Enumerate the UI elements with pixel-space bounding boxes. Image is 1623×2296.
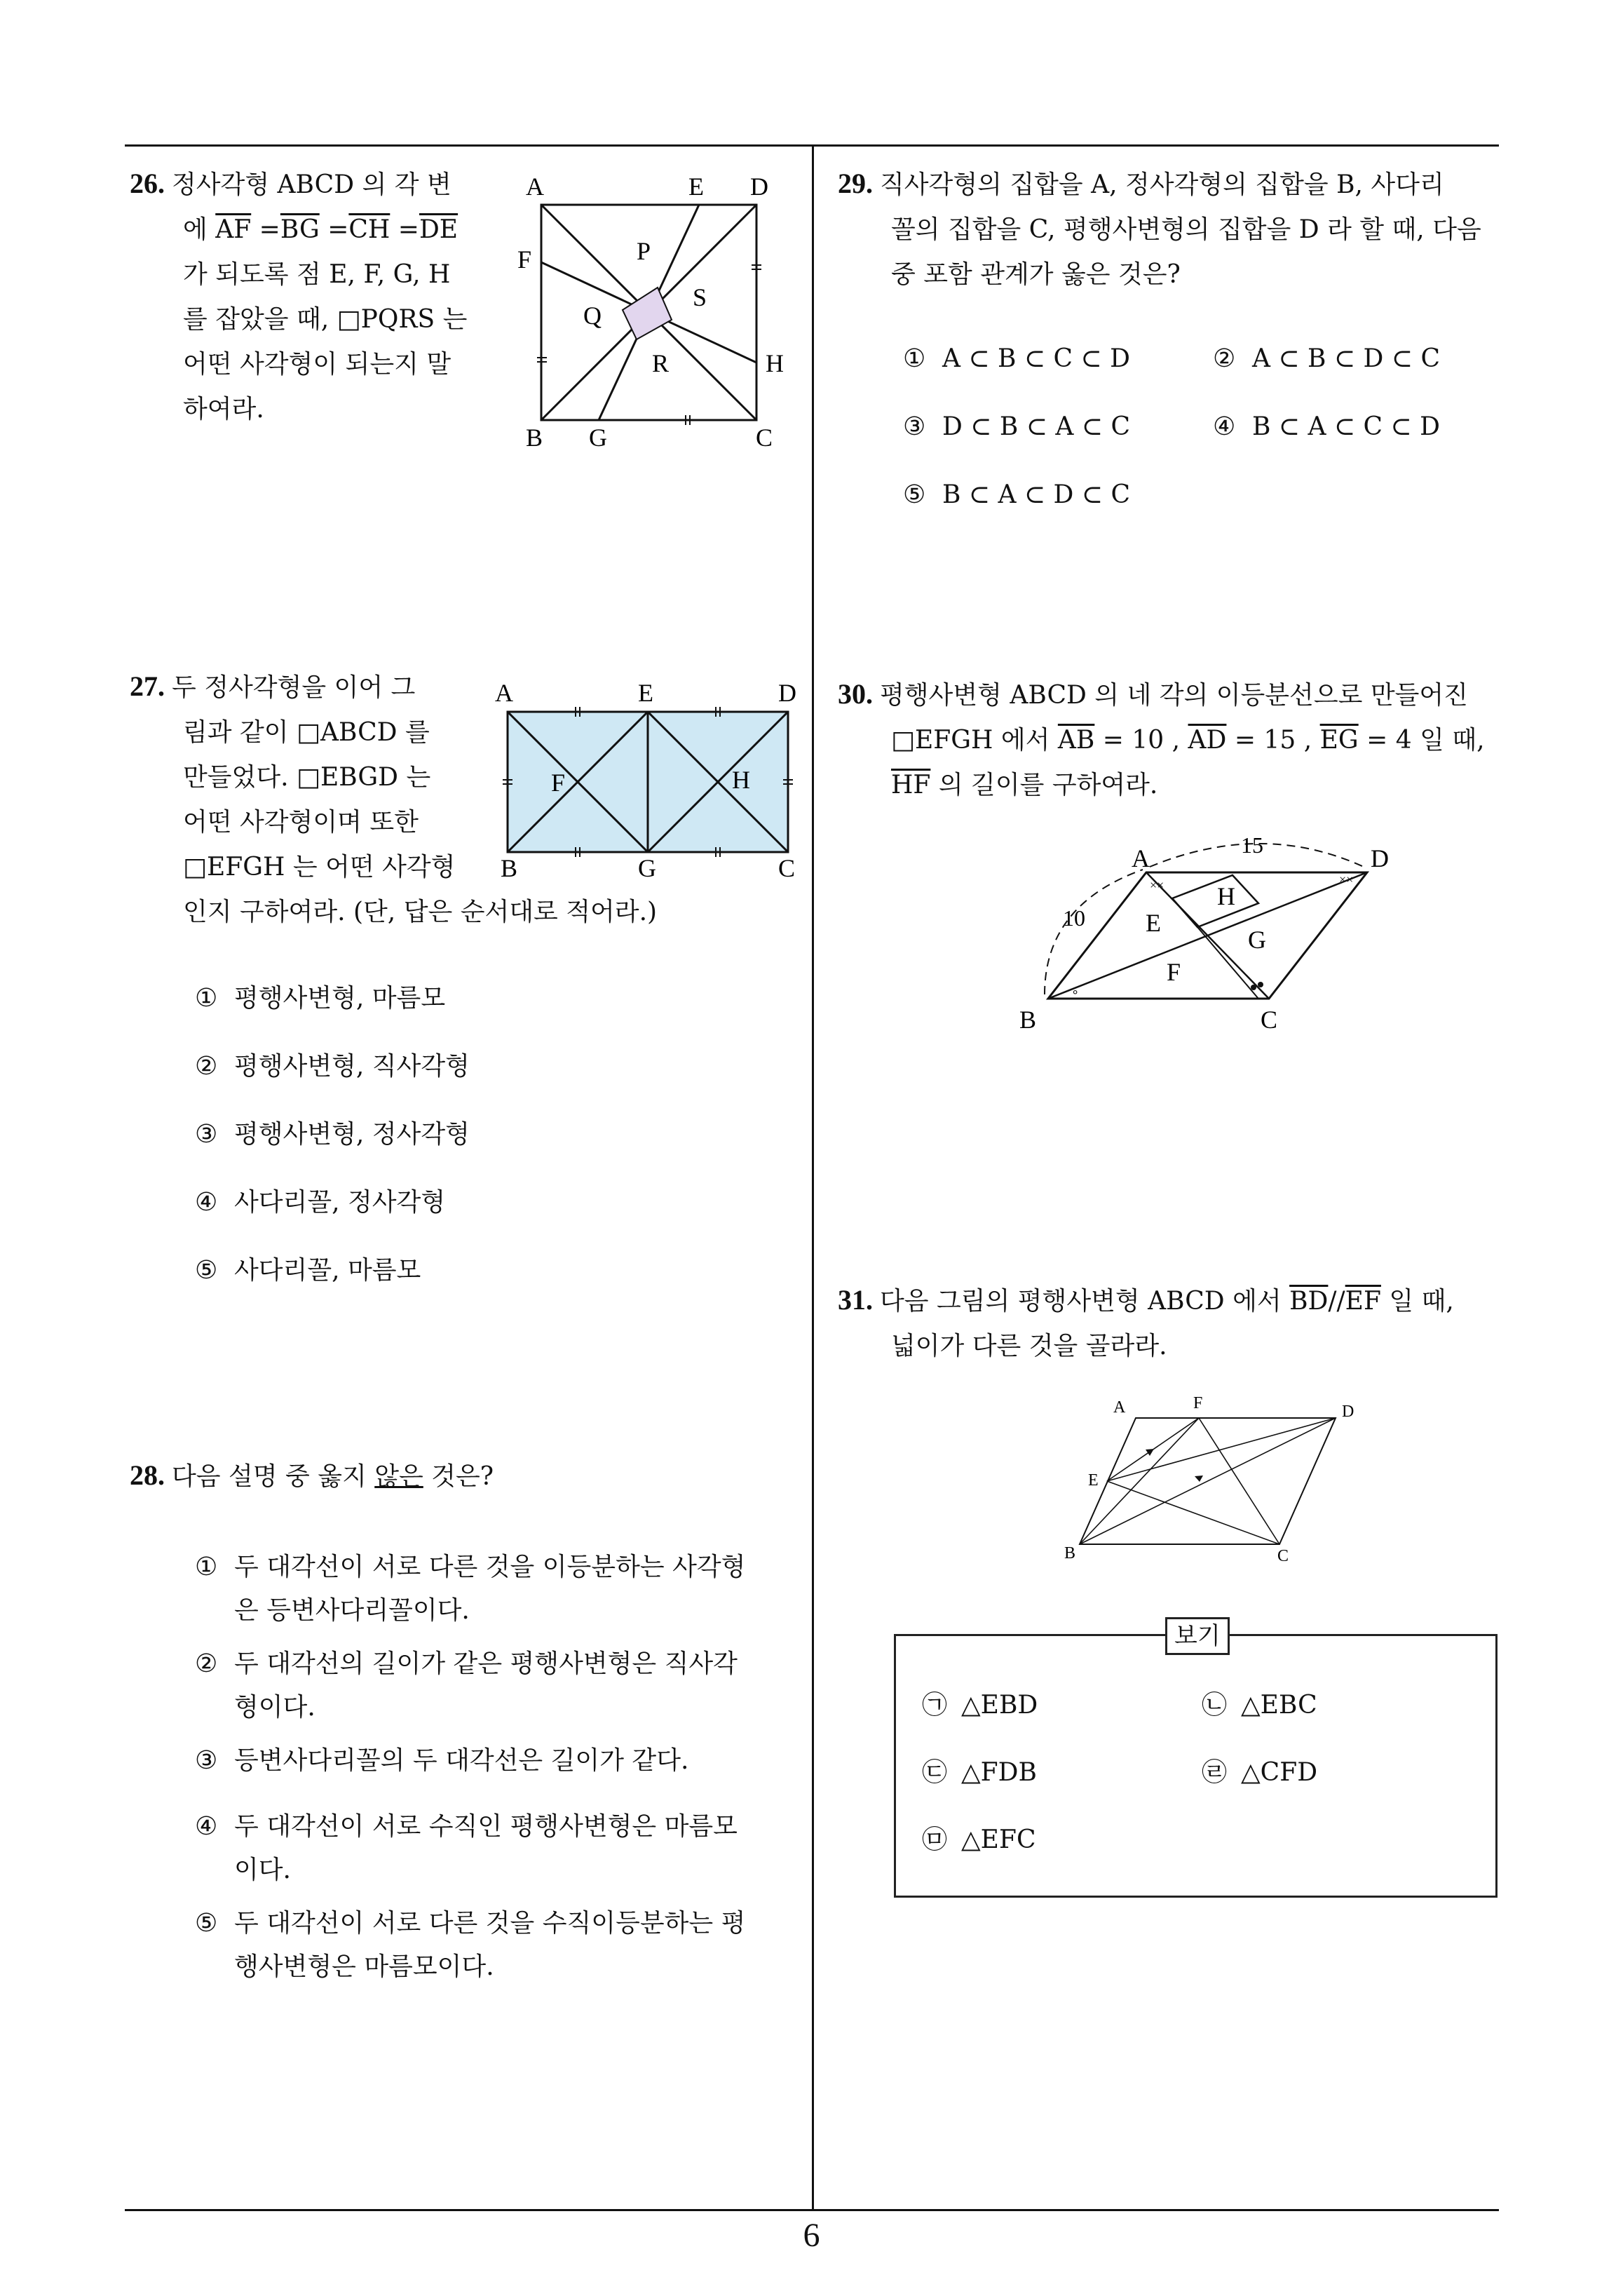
q30-number: 30. [838, 678, 873, 710]
q27-line4: 어떤 사각형이며 또한 [183, 808, 419, 837]
q31-line-ed [1107, 1418, 1336, 1481]
q31-line2: 넓이가 다른 것을 골라라. [891, 1332, 1167, 1360]
q30-length-10: 10 [1063, 905, 1085, 931]
q27-label-a: A [495, 679, 513, 707]
q31-figure [1052, 1389, 1374, 1564]
q31-label-b: B [1064, 1544, 1076, 1562]
q26-label-g: G [589, 424, 607, 452]
q31-label-c: C [1277, 1547, 1289, 1564]
svg-text:∘: ∘ [1071, 985, 1080, 999]
q26-label-a: A [526, 173, 544, 201]
q26-label-s: S [693, 283, 707, 311]
q27-line2: 림과 같이 □ABCD 를 [183, 718, 430, 747]
q26-number: 26. [130, 168, 165, 199]
q27-label-h: H [732, 766, 750, 794]
q31-arrow-bd [1195, 1475, 1203, 1482]
q31-label-d: D [1342, 1403, 1354, 1421]
q27-label-e: E [638, 679, 653, 707]
q26-label-h: H [766, 349, 784, 377]
q27-option-5[interactable]: ⑤ 사다리꼴, 마름모 [195, 1256, 421, 1285]
q26-label-d: D [750, 173, 768, 201]
svg-text:××: ×× [1150, 878, 1164, 892]
q31-label-e: E [1088, 1471, 1099, 1490]
bogi-item-2: ㉡ △EBC [1202, 1691, 1317, 1720]
q27-line3: 만들었다. □EBGD 는 [183, 763, 431, 792]
q29-option-3[interactable]: ③ D ⊂ B ⊂ A ⊂ C [903, 412, 1131, 441]
q26-label-e: E [688, 173, 704, 201]
q30-angle-marks [1071, 872, 1353, 999]
q27-option-2[interactable]: ② 평행사변형, 직사각형 [195, 1052, 470, 1081]
q26-line5: 어떤 사각형이 되는지 말 [183, 350, 451, 379]
q28-emphasis: 않은 [374, 1462, 423, 1491]
q29-option-2[interactable]: ② A ⊂ B ⊂ D ⊂ C [1213, 344, 1441, 373]
q27-label-c: C [778, 854, 796, 882]
q31-line-ec [1107, 1481, 1279, 1544]
q28-number: 28. [130, 1459, 165, 1491]
column-divider [812, 144, 814, 2210]
q30-label-h: H [1217, 882, 1235, 910]
q28-option-4[interactable]: ④ 두 대각선이 서로 수직인 평행사변형은 마름모 이다. [195, 1812, 738, 1884]
q26-line1: 26. 정사각형 ABCD 의 각 변 [130, 168, 451, 199]
q30-label-b: B [1019, 1006, 1037, 1034]
bottom-rule [125, 2209, 1499, 2211]
q30-line3: $\overline{HF}$ 의 길이를 구하여라. [891, 771, 1158, 799]
q31-label-a: A [1113, 1398, 1126, 1417]
q26-line3: 가 되도록 점 E, F, G, H [183, 260, 451, 289]
question-30 [838, 672, 1539, 808]
bogi-item-5: ㉤ △EFC [922, 1825, 1036, 1854]
bogi-title: 보기 [1165, 1617, 1230, 1655]
q26-line4: 를 잡았을 때, □PQRS 는 [183, 305, 468, 334]
question-28: 28. 다음 설명 중 옳지 않은 것은? [130, 1459, 494, 1491]
q26-label-q: Q [583, 302, 602, 330]
q30-label-g: G [1248, 926, 1266, 954]
question-31 [838, 1278, 1539, 1369]
q29-option-5[interactable]: ⑤ B ⊂ A ⊂ D ⊂ C [903, 480, 1131, 509]
q28-option-2[interactable]: ② 두 대각선의 길이가 같은 평행사변형은 직사각 형이다. [195, 1649, 738, 1722]
q26-line6: 하여라. [183, 395, 264, 424]
q31-label-f: F [1193, 1394, 1203, 1412]
q28-option-1[interactable]: ① 두 대각선이 서로 다른 것을 이등분하는 사각형 은 등변사다리꼴이다. [195, 1553, 746, 1625]
q30-length-15: 15 [1241, 832, 1263, 858]
q30-label-c: C [1261, 1006, 1278, 1034]
page-number: 6 [803, 2217, 820, 2254]
q26-line2: 에 $\overline{AF} =\overline{BG} =\overline{CH} =\overline{DE}$ [183, 215, 459, 244]
q27-line1: 27. 두 정사각형을 이어 그 [130, 670, 416, 702]
bogi-item-4: ㉣ △CFD [1202, 1758, 1318, 1787]
q27-label-b: B [501, 854, 518, 882]
q29-line2: 꼴의 집합을 C, 평행사변형의 집합을 D 라 할 때, 다음 [891, 215, 1481, 244]
q30-label-d: D [1371, 844, 1389, 872]
q26-label-r: R [652, 349, 670, 377]
q28-option-5[interactable]: ⑤ 두 대각선이 서로 다른 것을 수직이등분하는 평 행사변형은 마름모이다. [195, 1909, 746, 1981]
q26-label-p: P [637, 237, 651, 265]
q29-line1: 29. 직사각형의 집합을 A, 정사각형의 집합을 B, 사다리 [838, 168, 1444, 199]
svg-text:××: ×× [1339, 872, 1354, 886]
q30-label-a: A [1132, 844, 1150, 872]
q31-arrow-ef [1146, 1449, 1154, 1456]
q28-option-3[interactable]: ③ 등변사다리꼴의 두 대각선은 길이가 같다. [195, 1746, 689, 1775]
question-29 [838, 161, 1539, 297]
q31-line-bd [1080, 1418, 1336, 1544]
q27-label-f: F [551, 769, 566, 797]
q31-line1: 31. 다음 그림의 평행사변형 ABCD 에서 $\overline{BD}//\overline{EF}$ 일 때, [838, 1284, 1454, 1316]
q27-option-3[interactable]: ③ 평행사변형, 정사각형 [195, 1120, 470, 1149]
q29-option-1[interactable]: ① A ⊂ B ⊂ C ⊂ D [903, 344, 1131, 373]
q30-line2: □EFGH 에서 $\overline{AB} = 10$ , $\overline{AD} = 15$ , $\overline{EG} = 4$ 일 때, [891, 726, 1485, 755]
q26-tick-marks [537, 265, 761, 425]
q29-line3: 중 포함 관계가 옳은 것은? [891, 260, 1181, 289]
bogi-item-1: ㉠ △EBD [922, 1691, 1038, 1720]
q27-label-d: D [778, 679, 796, 707]
q27-line6: 인지 구하여라. (단, 답은 순서대로 적어라.) [183, 898, 658, 926]
q26-figure [505, 168, 799, 463]
q27-figure [491, 673, 806, 884]
q30-figure [1010, 828, 1416, 1038]
q27-number: 27. [130, 670, 165, 702]
q30-label-e: E [1146, 909, 1161, 937]
q30-arc-ab [1045, 870, 1143, 994]
q30-line1: 30. 평행사변형 ABCD 의 네 각의 이등분선으로 만들어진 [838, 678, 1468, 710]
q30-label-f: F [1167, 958, 1181, 986]
bogi-item-3: ㉢ △FDB [922, 1758, 1037, 1787]
q29-number: 29. [838, 168, 873, 199]
question-26 [130, 161, 494, 432]
q27-line5: □EFGH 는 어떤 사각형 [183, 853, 456, 882]
q29-option-4[interactable]: ④ B ⊂ A ⊂ C ⊂ D [1213, 412, 1441, 441]
q27-label-g: G [638, 854, 656, 882]
q30-efgh [1172, 875, 1258, 927]
q26-label-f: F [517, 245, 532, 274]
q26-label-b: B [526, 424, 543, 452]
q27-option-4[interactable]: ④ 사다리꼴, 정사각형 [195, 1188, 446, 1217]
q26-label-c: C [756, 424, 773, 452]
q27-option-1[interactable]: ① 평행사변형, 마름모 [195, 984, 446, 1013]
q31-number: 31. [838, 1284, 873, 1316]
